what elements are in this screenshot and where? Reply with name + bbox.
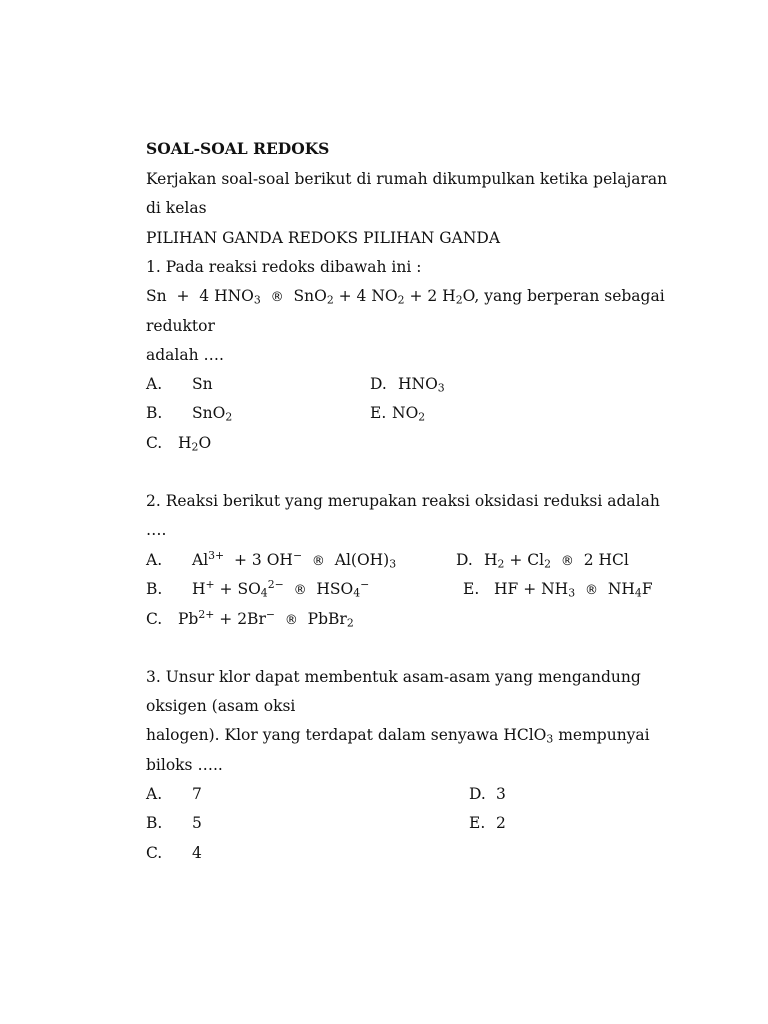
q3-stem-3-post: mempunyai <box>553 726 650 744</box>
q3-option-c-value: 4 <box>192 844 202 862</box>
q1-option-b-letter: B. <box>146 404 163 422</box>
document-title: SOAL-SOAL REDOKS <box>146 139 330 158</box>
q3-option-a-value: 7 <box>192 785 202 803</box>
q2-option-c-letter: C. <box>146 610 163 628</box>
q1-option-e-text: $NO_2$ <box>392 404 426 424</box>
q3-option-d-value: 3 <box>496 785 506 803</box>
q2-option-c-text: $Pb^{2+} + 2Br^-$ ® PbBr$_2$ <box>178 608 354 630</box>
q1-stem: 1. Pada reaksi redoks dibawah ini : <box>146 258 422 276</box>
q1-option-d-text: $HNO_3$ <box>398 375 445 395</box>
q3-option-e-letter: E. <box>469 814 486 832</box>
q1-option-a-text: Sn <box>192 375 213 393</box>
q2-option-e-text: HF + $NH_3$ ® $NH_4F$ <box>494 580 653 600</box>
q2-option-d-letter: D. <box>456 551 473 569</box>
q3-stem-4: biloks ….. <box>146 756 223 774</box>
q3-stem-3-pre: halogen). Klor yang terdapat dalam senyawa HClO <box>146 726 547 744</box>
q3-option-b-value: 5 <box>192 814 202 832</box>
reaction-arrow-icon: ® <box>560 554 574 569</box>
q3-option-e-value: 2 <box>496 814 506 832</box>
q1-option-e-letter: E. <box>370 404 387 422</box>
q2-stem: 2. Reaksi berikut yang merupakan reaksi oksidasi reduksi adalah <box>146 492 660 510</box>
q2-option-d-text: $H_2 + Cl_2$ ® 2 HCl <box>484 551 629 571</box>
q3-stem: 3. Unsur klor dapat membentuk asam-asam yang mengandung <box>146 668 641 686</box>
q3-stem-3: halogen). Klor yang terdapat dalam senyawa HClO$_3$ mempunyai <box>146 726 650 746</box>
q2-option-a-text: $Al^{3+} + 3$ OH− ® $Al(OH)_3$ <box>192 549 397 571</box>
q1-option-d-letter: D. <box>370 375 387 393</box>
q1-stem-2: reduktor <box>146 317 215 335</box>
section-heading: PILIHAN GANDA REDOKS PILIHAN GANDA <box>146 229 501 247</box>
q1-option-a-letter: A. <box>146 375 163 393</box>
q1-option-b-text: SnO$_2$ <box>192 404 233 424</box>
q1-option-c-letter: C. <box>146 434 163 452</box>
q1-option-c-text: $H_2O$ <box>178 434 212 454</box>
reaction-arrow-icon: ® <box>311 554 325 569</box>
q3-option-b-letter: B. <box>146 814 163 832</box>
q3-option-a-letter: A. <box>146 785 163 803</box>
q1-stem-3: adalah …. <box>146 346 224 364</box>
q2-stem-2: …. <box>146 521 167 539</box>
q1-equation: Sn + 4 $HNO_3$ ® SnO$_2$ + 4 $NO_2 + 2$ $H_2O$, yang berperan sebagai <box>146 287 665 307</box>
q3-option-c-letter: C. <box>146 844 163 862</box>
q3-option-d-letter: D. <box>469 785 486 803</box>
q2-option-a-letter: A. <box>146 551 163 569</box>
q3-stem-2: oksigen (asam oksi <box>146 697 296 715</box>
reaction-arrow-icon: ® <box>284 613 298 628</box>
instruction-line-2: di kelas <box>146 199 207 217</box>
reaction-arrow-icon: ® <box>584 583 598 598</box>
q1-equation-tail: , yang berperan sebagai <box>474 287 665 305</box>
reaction-arrow-icon: ® <box>270 290 284 305</box>
q2-option-b-text: $H^+ + SO_4^{2-}$ ® $HSO_4^-$ <box>192 578 370 600</box>
q2-option-e-letter: E. <box>463 580 480 598</box>
instruction-line-1: Kerjakan soal-soal berikut di rumah dikumpulkan ketika pelajaran <box>146 170 668 188</box>
reaction-arrow-icon: ® <box>293 583 307 598</box>
q2-option-b-letter: B. <box>146 580 163 598</box>
